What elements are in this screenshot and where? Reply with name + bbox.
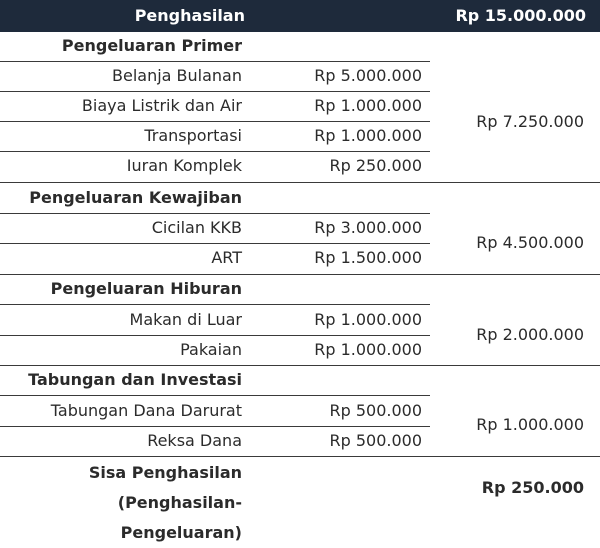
section-total-primer: Rp 7.250.000	[476, 112, 584, 131]
item-label: Pakaian	[180, 340, 242, 359]
section-title-primer: Pengeluaran Primer	[61, 36, 242, 55]
section-title-hiburan: Pengeluaran Hiburan	[50, 279, 242, 298]
section-total-tabungan: Rp 1.000.000	[476, 415, 584, 434]
item-amount: Rp 500.000	[329, 401, 422, 420]
item-amount: Rp 1.000.000	[314, 340, 422, 359]
item-label: Makan di Luar	[129, 310, 242, 329]
item-label: ART	[211, 248, 242, 267]
item-amount: Rp 250.000	[329, 156, 422, 175]
section-total-hiburan: Rp 2.000.000	[476, 325, 584, 344]
item-label: Cicilan KKB	[151, 218, 242, 237]
item-amount: Rp 1.000.000	[314, 126, 422, 145]
item-amount: Rp 5.000.000	[314, 66, 422, 85]
income-value: Rp 15.000.000	[455, 6, 586, 25]
item-amount: Rp 500.000	[329, 431, 422, 450]
income-label: Penghasilan	[134, 6, 245, 25]
item-label: Reksa Dana	[147, 431, 242, 450]
section-divider	[0, 456, 600, 457]
item-label: Iuran Komplek	[126, 156, 242, 175]
item-amount: Rp 1.500.000	[314, 248, 422, 267]
income-header-row	[0, 0, 600, 32]
item-label: Transportasi	[144, 126, 242, 145]
remainder-label-line1: Sisa Penghasilan	[88, 463, 242, 482]
item-label: Belanja Bulanan	[112, 66, 242, 85]
item-amount: Rp 1.000.000	[314, 310, 422, 329]
section-total-kewajiban: Rp 4.500.000	[476, 233, 584, 252]
item-label: Tabungan Dana Darurat	[50, 401, 242, 420]
section-title-kewajiban: Pengeluaran Kewajiban	[29, 188, 242, 207]
remainder-label-line2: (Penghasilan-Pengeluaran)	[117, 493, 242, 542]
remainder-value: Rp 250.000	[481, 478, 584, 497]
item-amount: Rp 1.000.000	[314, 96, 422, 115]
item-label: Biaya Listrik dan Air	[81, 96, 242, 115]
section-title-tabungan: Tabungan dan Investasi	[28, 370, 242, 389]
item-amount: Rp 3.000.000	[314, 218, 422, 237]
